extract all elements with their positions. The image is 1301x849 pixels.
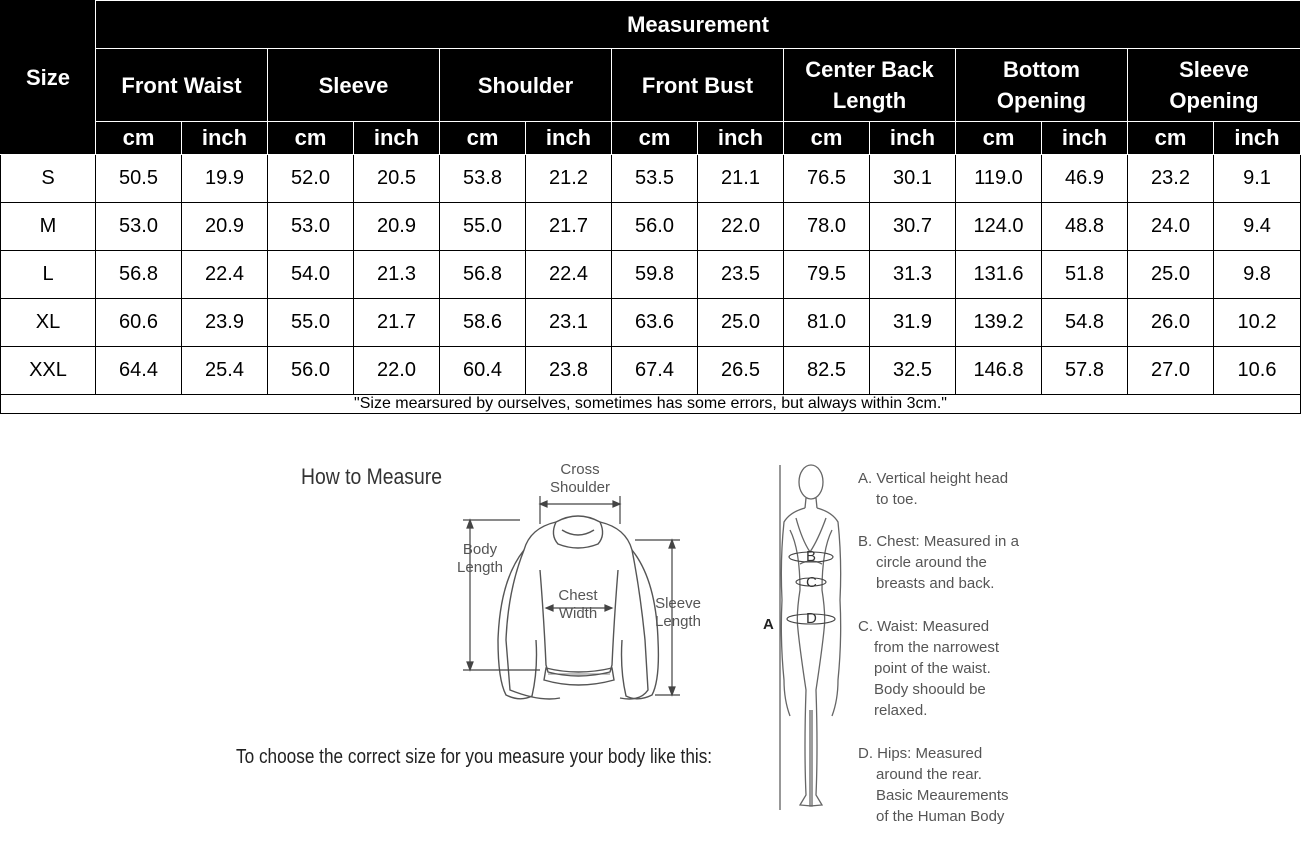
value-cell: 21.2 [526, 155, 612, 203]
value-cell: 9.4 [1214, 203, 1301, 251]
legend-c-line4: Body shoould be [874, 681, 986, 698]
value-cell: 25.0 [1128, 251, 1214, 299]
cross-shoulder-label-line2: Shoulder [549, 479, 611, 496]
value-cell: 23.9 [182, 299, 268, 347]
value-cell: 31.9 [870, 299, 956, 347]
value-cell: 146.8 [956, 347, 1042, 395]
value-cell: 50.5 [96, 155, 182, 203]
unit-cm-header: cm [96, 122, 182, 155]
value-cell: 60.6 [96, 299, 182, 347]
value-cell: 131.6 [956, 251, 1042, 299]
value-cell: 10.2 [1214, 299, 1301, 347]
value-cell: 53.0 [268, 203, 354, 251]
value-cell: 58.6 [440, 299, 526, 347]
value-cell: 25.0 [698, 299, 784, 347]
value-cell: 26.5 [698, 347, 784, 395]
legend-a-line2: to toe. [876, 491, 918, 508]
unit-inch-header: inch [1214, 122, 1301, 155]
column-header-line: Opening [996, 88, 1087, 113]
value-cell: 20.5 [354, 155, 440, 203]
legend-c-line5: relaxed. [874, 702, 928, 719]
table-row [1, 251, 1301, 299]
cross-shoulder-arrow [540, 496, 620, 524]
table-row [1, 203, 1301, 251]
sleeve-length-label-line2: Length [655, 613, 701, 630]
legend-b [858, 531, 1038, 594]
value-cell: 21.7 [526, 203, 612, 251]
column-header-line: Front Bust [641, 72, 754, 98]
column-header [440, 49, 612, 122]
size-column-header: Size [1, 1, 96, 155]
marker-b: B [806, 548, 817, 565]
value-cell: 67.4 [612, 347, 698, 395]
value-cell: 23.2 [1128, 155, 1214, 203]
value-cell: 124.0 [956, 203, 1042, 251]
cross-shoulder-label [540, 461, 620, 497]
value-cell: 22.4 [526, 251, 612, 299]
cross-shoulder-label-line1: Cross [560, 461, 600, 478]
measurement-header: Measurement [96, 1, 1301, 49]
column-header-line: Length [832, 88, 907, 113]
value-cell: 24.0 [1128, 203, 1214, 251]
value-cell: 119.0 [956, 155, 1042, 203]
sleeve-length-label-line1: Sleeve [655, 595, 701, 612]
value-cell: 78.0 [784, 203, 870, 251]
value-cell: 54.8 [1042, 299, 1128, 347]
how-to-measure-section [0, 440, 1301, 849]
column-header [268, 49, 440, 122]
value-cell: 30.7 [870, 203, 956, 251]
chest-width-label-line2: Width [558, 605, 598, 622]
measurement-columns-row [1, 49, 1301, 122]
value-cell: 81.0 [784, 299, 870, 347]
unit-cm-header: cm [440, 122, 526, 155]
value-cell: 46.9 [1042, 155, 1128, 203]
value-cell: 10.6 [1214, 347, 1301, 395]
value-cell: 82.5 [784, 347, 870, 395]
value-cell: 26.0 [1128, 299, 1214, 347]
legend-c-line1: C. Waist: Measured [858, 618, 990, 635]
value-cell: 20.9 [354, 203, 440, 251]
value-cell: 63.6 [612, 299, 698, 347]
legend-c [858, 616, 1038, 721]
unit-inch-header: inch [182, 122, 268, 155]
unit-inch-header: inch [870, 122, 956, 155]
value-cell: 53.0 [96, 203, 182, 251]
table-body [1, 155, 1301, 395]
value-cell: 55.0 [440, 203, 526, 251]
legend-b-line3: breasts and back. [876, 575, 995, 592]
how-to-measure-title: How to Measure [301, 464, 442, 489]
value-cell: 22.0 [698, 203, 784, 251]
legend-b-line1: B. Chest: Measured in a [858, 533, 1019, 550]
table-row [1, 155, 1301, 203]
column-header-line: Center Back [805, 57, 934, 82]
chest-width-label [550, 587, 606, 623]
value-cell: 20.9 [182, 203, 268, 251]
legend-c-line3: point of the waist. [874, 660, 991, 677]
value-cell: 56.8 [440, 251, 526, 299]
value-cell: 55.0 [268, 299, 354, 347]
unit-cm-header: cm [612, 122, 698, 155]
column-header [956, 49, 1128, 122]
legend-d-line1: D. Hips: Measured [858, 745, 983, 762]
chest-width-label-line1: Chest [558, 587, 598, 604]
value-cell: 53.5 [612, 155, 698, 203]
column-header-line: Sleeve [1179, 57, 1249, 82]
human-body-icon [781, 465, 840, 806]
value-cell: 56.0 [268, 347, 354, 395]
legend-c-line2: from the narrowest [874, 639, 1000, 656]
measurement-note: "Size mearsured by ourselves, sometimes has some errors, but always within 3cm." [1, 395, 1301, 414]
size-cell: XXL [1, 347, 96, 395]
size-cell: XL [1, 299, 96, 347]
column-header-line: Sleeve [318, 72, 389, 98]
measurement-illustration [0, 440, 1301, 849]
legend-a-line1: A. Vertical height head [858, 470, 1009, 487]
column-header [96, 49, 268, 122]
column-header-line: Opening [1169, 88, 1259, 113]
table-row [1, 347, 1301, 395]
value-cell: 53.8 [440, 155, 526, 203]
value-cell: 9.1 [1214, 155, 1301, 203]
table-row [1, 299, 1301, 347]
column-header [1128, 49, 1301, 122]
value-cell: 51.8 [1042, 251, 1128, 299]
value-cell: 23.1 [526, 299, 612, 347]
value-cell: 31.3 [870, 251, 956, 299]
table-header [1, 1, 1301, 155]
value-cell: 25.4 [182, 347, 268, 395]
value-cell: 59.8 [612, 251, 698, 299]
value-cell: 19.9 [182, 155, 268, 203]
column-header-line: Bottom [1003, 57, 1080, 82]
unit-inch-header: inch [698, 122, 784, 155]
body-length-label-line1: Body [462, 541, 498, 558]
size-cell: L [1, 251, 96, 299]
value-cell: 21.7 [354, 299, 440, 347]
value-cell: 22.0 [354, 347, 440, 395]
choose-size-instruction: To choose the correct size for you measure your body like this: [236, 746, 713, 768]
column-header [612, 49, 784, 122]
legend-a [858, 468, 1038, 510]
legend-d-line3: Basic Meaurements [876, 787, 1009, 804]
legend-b-line2: circle around the [876, 554, 987, 571]
body-length-label [452, 541, 508, 577]
value-cell: 139.2 [956, 299, 1042, 347]
value-cell: 57.8 [1042, 347, 1128, 395]
value-cell: 60.4 [440, 347, 526, 395]
column-header [784, 49, 956, 122]
value-cell: 22.4 [182, 251, 268, 299]
size-cell: M [1, 203, 96, 251]
value-cell: 23.8 [526, 347, 612, 395]
legend-d-line4: of the Human Body [876, 808, 1005, 825]
unit-inch-header: inch [1042, 122, 1128, 155]
value-cell: 27.0 [1128, 347, 1214, 395]
value-cell: 56.8 [96, 251, 182, 299]
value-cell: 21.1 [698, 155, 784, 203]
size-chart-table [0, 0, 1301, 414]
value-cell: 9.8 [1214, 251, 1301, 299]
value-cell: 21.3 [354, 251, 440, 299]
value-cell: 23.5 [698, 251, 784, 299]
value-cell: 79.5 [784, 251, 870, 299]
unit-inch-header: inch [526, 122, 612, 155]
unit-inch-header: inch [354, 122, 440, 155]
value-cell: 76.5 [784, 155, 870, 203]
marker-c: C [806, 574, 817, 591]
marker-d: D [806, 610, 817, 627]
value-cell: 32.5 [870, 347, 956, 395]
value-cell: 48.8 [1042, 203, 1128, 251]
unit-cm-header: cm [956, 122, 1042, 155]
unit-cm-header: cm [1128, 122, 1214, 155]
size-cell: S [1, 155, 96, 203]
marker-a: A [763, 616, 774, 633]
column-header-line: Shoulder [477, 72, 574, 98]
value-cell: 56.0 [612, 203, 698, 251]
value-cell: 64.4 [96, 347, 182, 395]
legend-d [858, 743, 1038, 827]
value-cell: 52.0 [268, 155, 354, 203]
legend-d-line2: around the rear. [876, 766, 982, 783]
unit-row [1, 122, 1301, 155]
value-cell: 30.1 [870, 155, 956, 203]
unit-cm-header: cm [784, 122, 870, 155]
sleeve-length-label [650, 595, 706, 631]
column-header-line: Front Waist [121, 72, 242, 98]
value-cell: 54.0 [268, 251, 354, 299]
body-length-label-line2: Length [457, 559, 503, 576]
unit-cm-header: cm [268, 122, 354, 155]
